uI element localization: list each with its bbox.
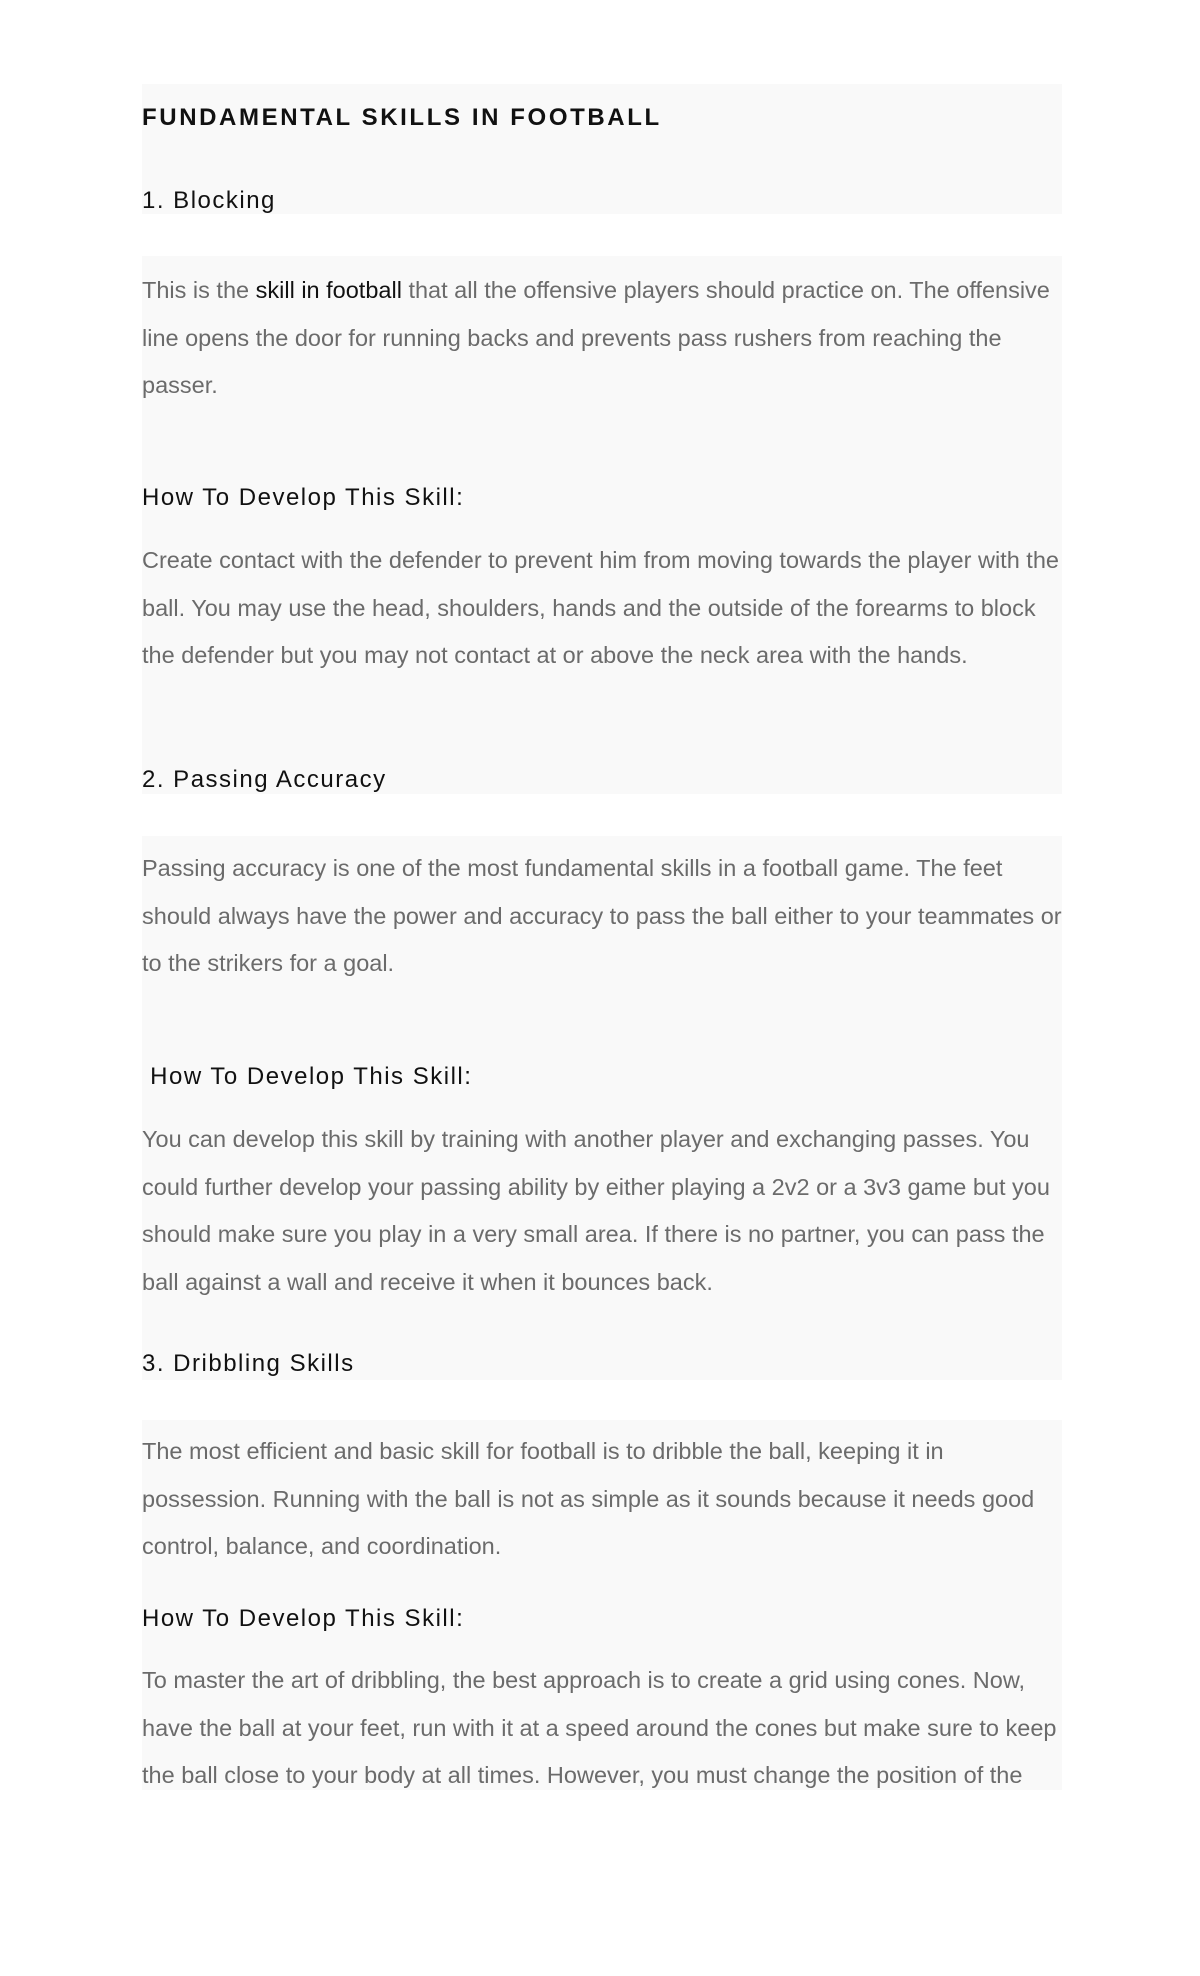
section-1-intro xyxy=(142,267,1072,410)
section-2-develop-text: You can develop this skill by training with another player and exchanging passes. You could further develop your passing ability by either playing a 2v2 or a 3v3 game but you should make sure you play in a very small area. If there is no partner, you can pass the ball against a wall and receive it when it bounces back. xyxy=(142,1126,1050,1295)
section-1-intro-before: This is the xyxy=(142,277,256,303)
section-1-develop-heading: How To Develop This Skill: xyxy=(142,484,465,511)
section-3-develop-text: To master the art of dribbling, the best approach is to create a grid using cones. Now, have the ball at your feet, run with it at a speed around the cones but make sure to keep the ball close to your body at all times. However, you must change the position of the xyxy=(142,1667,1057,1788)
section-3-develop-heading: How To Develop This Skill: xyxy=(142,1605,465,1632)
section-2-intro: Passing accuracy is one of the most fundamental skills in a football game. The feet should always have the power and accuracy to pass the ball either to your teammates or to the strikers for a goal. xyxy=(142,855,1062,976)
skill-in-football-link[interactable]: skill in football xyxy=(255,277,402,303)
section-heading-passing-accuracy: 2. Passing Accuracy xyxy=(142,766,387,793)
section-heading-blocking: 1. Blocking xyxy=(142,187,276,214)
document-title: FUNDAMENTAL SKILLS IN FOOTBALL xyxy=(142,104,662,131)
section-heading-dribbling-skills: 3. Dribbling Skills xyxy=(142,1350,355,1377)
section-3-intro: The most efficient and basic skill for football is to dribble the ball, keeping it in possession. Running with the ball is not as simple as it sounds because it needs good control, balance, and coordination. xyxy=(142,1438,1035,1559)
section-1-develop-text: Create contact with the defender to prevent him from moving towards the player with the ball. You may use the head, shoulders, hands and the outside of the forearms to block the defender but you may not contact at or above the neck area with the hands. xyxy=(142,547,1059,668)
section-2-develop-heading: How To Develop This Skill: xyxy=(142,1063,473,1090)
section-1-intro-after: that all the offensive players should practice on. The offensive line opens the door for running backs and prevents pass rushers from reaching the passer. xyxy=(142,277,1050,398)
